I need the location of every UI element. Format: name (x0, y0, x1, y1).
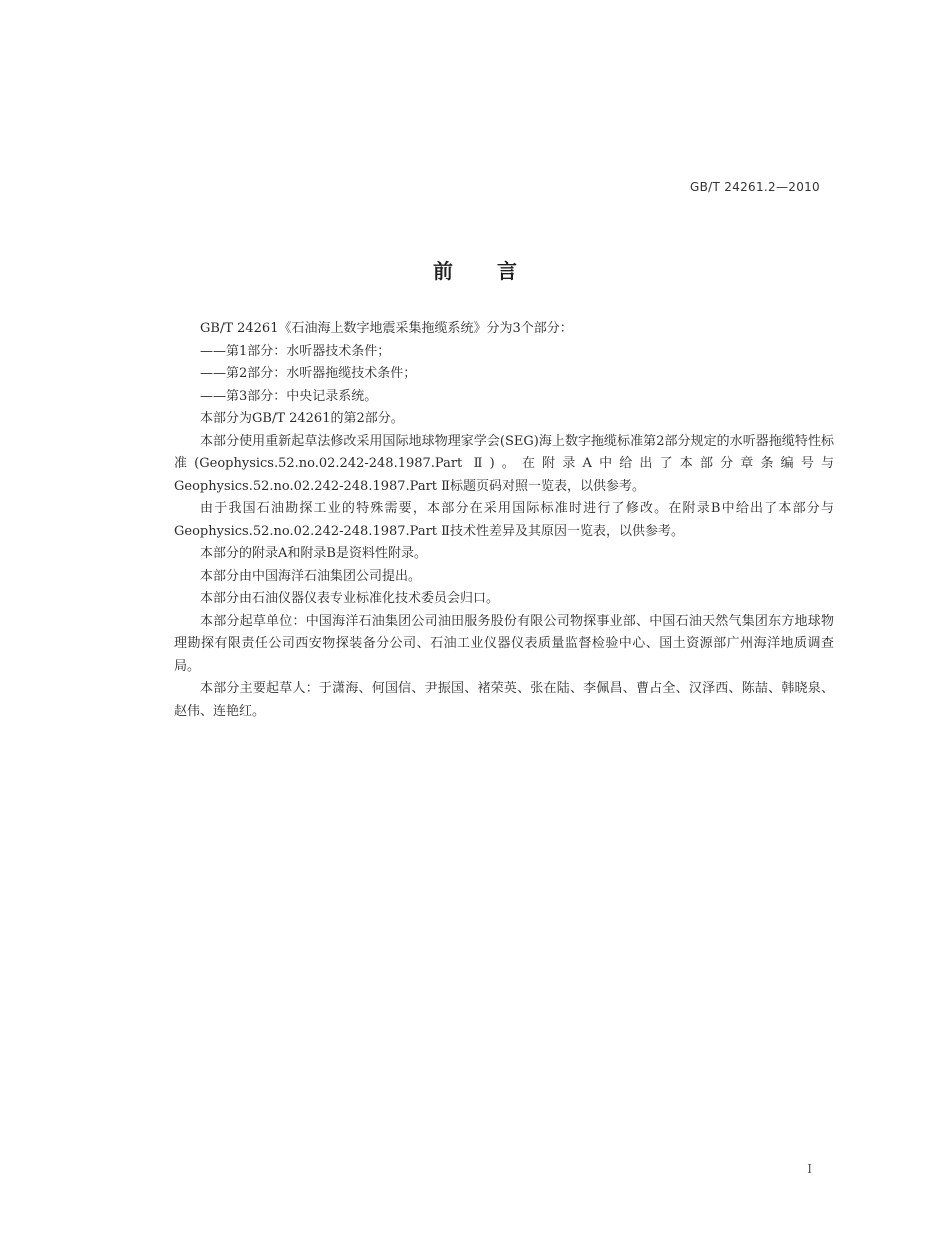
paragraph-annex: 本部分的附录A和附录B是资料性附录。 (200, 546, 427, 561)
list-item-part-2: ——第2部分：水听器拖缆技术条件； (200, 366, 417, 381)
paragraph-drafting-units: 本部分起草单位：中国海洋石油集团公司油田服务股份有限公司物探事业部、中国石油天然气集团东方地球物理勘探有限责任公司西安物探装备分公司、石油工业仪器仪表质量监督检验中心、国土资源部广州海洋地质调查局。 (174, 613, 834, 674)
page-title: 前言 (433, 259, 561, 283)
standard-number: GB/T 24261.2—2010 (690, 180, 820, 194)
paragraph-drafters: 本部分主要起草人：于潇海、何国信、尹振国、褚荣英、张在陆、李佩昌、曹占全、汉泽西、陈喆、韩晓泉、赵伟、连艳红。 (174, 681, 834, 719)
paragraph-committee: 本部分由石油仪器仪表专业标准化技术委员会归口。 (200, 591, 500, 606)
paragraph-modification: 由于我国石油勘探工业的特殊需要，本部分在采用国际标准时进行了修改。在附录B中给出了本部分与Geophysics.52.no.02.242-248.1987.Part Ⅱ技术性差异及其原因一览表，以供参考。 (174, 501, 834, 539)
paragraph-adoption: 本部分使用重新起草法修改采用国际地球物理家学会(SEG)海上数字拖缆标准第2部分规定的水听器拖缆特性标准(Geophysics.52.no.02.242-248.1987.Part Ⅱ)。在附录A中给出了本部分章条编号与Geophysics.52.no.02.242-248.1987.Part Ⅱ标题页码对照一览表，以供参考。 (174, 433, 834, 494)
list-item-part-1: ——第1部分：水听器技术条件； (200, 343, 391, 359)
foreword-body (174, 318, 834, 723)
paragraph-this-part: 本部分为GB/T 24261的第2部分。 (200, 411, 404, 426)
page-number: I (807, 1162, 812, 1176)
list-item-part-3: ——第3部分：中央记录系统。 (200, 388, 378, 404)
paragraph-intro: GB/T 24261《石油海上数字地震采集拖缆系统》分为3个部分： (200, 321, 573, 336)
paragraph-proposer: 本部分由中国海洋石油集团公司提出。 (200, 568, 422, 584)
